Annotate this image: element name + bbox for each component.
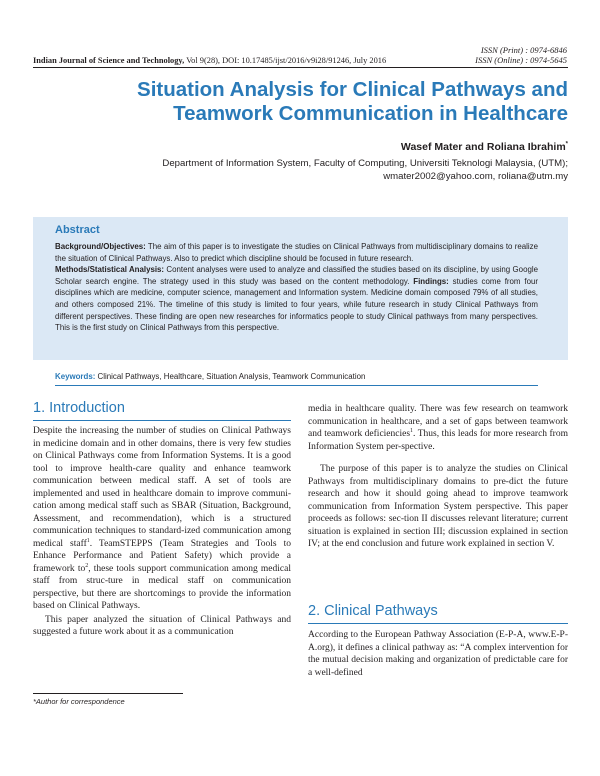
abstract-body [55,241,538,334]
keywords-label: Keywords: [55,372,96,381]
journal-name: Indian Journal of Science and Technology, [33,56,185,65]
author-mark: * [565,141,568,148]
keywords-rule [55,385,538,386]
section-2-heading: 2. Clinical Pathways [308,603,438,619]
intro-paragraph-2: This paper analyzed the situation of Clinical Pathways and suggested a future work about it as a communication [33,614,291,637]
paper-title [100,78,568,126]
intro-right-paragraph-1 [308,403,568,453]
clinical-paragraph-1: According to the European Pathway Association (E-P-A, www.E-P-A.org), it defines a clinical pathway as: “A complex intervention for the mutual decision making and organization of predictable care for a well-defined [308,630,568,678]
methods-label: Methods/Statistical Analysis: [55,265,165,275]
issn-print: ISSN (Print) : 0974-6846 [480,45,567,55]
ref-2: 2 [85,562,89,569]
footnote-rule [33,693,183,694]
intro-p1-b: . TeamSTEPPS (Team Strategies and Tools to Enhance Performance and Patient Safety) which provide a framework to [33,538,291,574]
keywords-text: Clinical Pathways, Healthcare, Situation Analysis, Teamwork Communication [95,372,366,381]
keywords [55,372,365,381]
footnote: *Author for correspondence [33,697,125,706]
left-column [33,425,291,639]
right-column [308,403,568,551]
journal-details: Vol 9(28), DOI: 10.17485/ijst/2016/v9i28/91246, July 2016 [184,56,387,65]
section-1-rule [33,420,291,421]
affiliation [68,157,568,183]
intro-right-p1-b: . Thus, this leads for more research from Information System per-spective. [308,429,568,452]
findings-text: studies come from four disciplines which are medicine, computer science, management and Information system. Medicine domain composed 79% of all studies, and others composed 21%. The timeline of this study is limited to four years, while future research in study Clinical Pathways from different perspectives. These finding are open new researches for informatics people to study Clinical pathways from many perspectives. This is the first study on Clinical Pathways from this perspective. [55,276,538,333]
authors [401,141,568,153]
intro-paragraph-1 [33,425,291,613]
journal-citation [33,56,386,65]
intro-p1-c: , these tools support communication among medical staff from struc-ture in medical staff on communication perspective, but there are shortcomings to provide the information based on Clinical Pathways. [33,563,291,611]
objectives-label: Background/Objectives: [55,242,146,251]
affiliation-line-2: wmater2002@yahoo.com, roliana@utm.my [383,171,568,182]
header-rule [33,67,568,68]
intro-right-p1-a: media in healthcare quality. There was few research on teamwork communication in healthcare, and a set of gaps between teamwork and teamwork deficiencies [308,404,568,439]
abstract-heading: Abstract [55,224,100,236]
objectives-text: The aim of this paper is to investigate the studies on Clinical Pathways from multidisciplinary domains to realize the situation of Clinical Pathways. Also to predict which discipline should be focused in future research. [55,242,538,263]
intro-p1-a: Despite the increasing the number of studies on Clinical Pathways in medicine domain and in other domains, there is very few studies on Clinical Pathways come from Information Systems. It is a good tool to improve health-care quality and enhance teamwork communication between medical staff. A set of tools are implemented and used in healthcare domain to improve communi-cation among medical staff such as SBAR (Situation, Background, Assessment, and recommendation), which is a structured communication techniques to standard-ized communication among medical staff [33,426,291,549]
title-line-2: Teamwork Communication in Healthcare [173,102,568,125]
ref-1b: 1 [410,427,414,434]
section-1-heading: 1. Introduction [33,400,125,416]
section-2-body [308,629,568,679]
methods-text: Content analyses were used to analyze and classified the studies based on its discipline, by using Google Scholar search engine. The strategy used in this study was based on the content methodology. [55,265,538,286]
title-line-1: Situation Analysis for Clinical Pathways and [137,78,568,101]
issn-online: ISSN (Online) : 0974-5645 [475,55,567,65]
intro-right-paragraph-2: The purpose of this paper is to analyze the studies on Clinical Pathways from multidisciplinary domains to pre-dict the future research and how it should going ahead to improve teamwork communication from Information System perspective. This paper proceeds as follows: sec-tion II discusses relevant literature; current situation is explained in section III; discussion explained in section IV; at the end conclusion and future work explained in section V. [308,464,568,549]
author-names: Wasef Mater and Roliana Ibrahim [400,141,566,153]
section-2-rule [308,623,568,624]
affiliation-line-1: Department of Information System, Faculty of Computing, Universiti Teknologi Malaysia, (UTM); [162,158,568,169]
ref-1: 1 [86,537,90,544]
findings-label: Findings: [413,276,449,286]
